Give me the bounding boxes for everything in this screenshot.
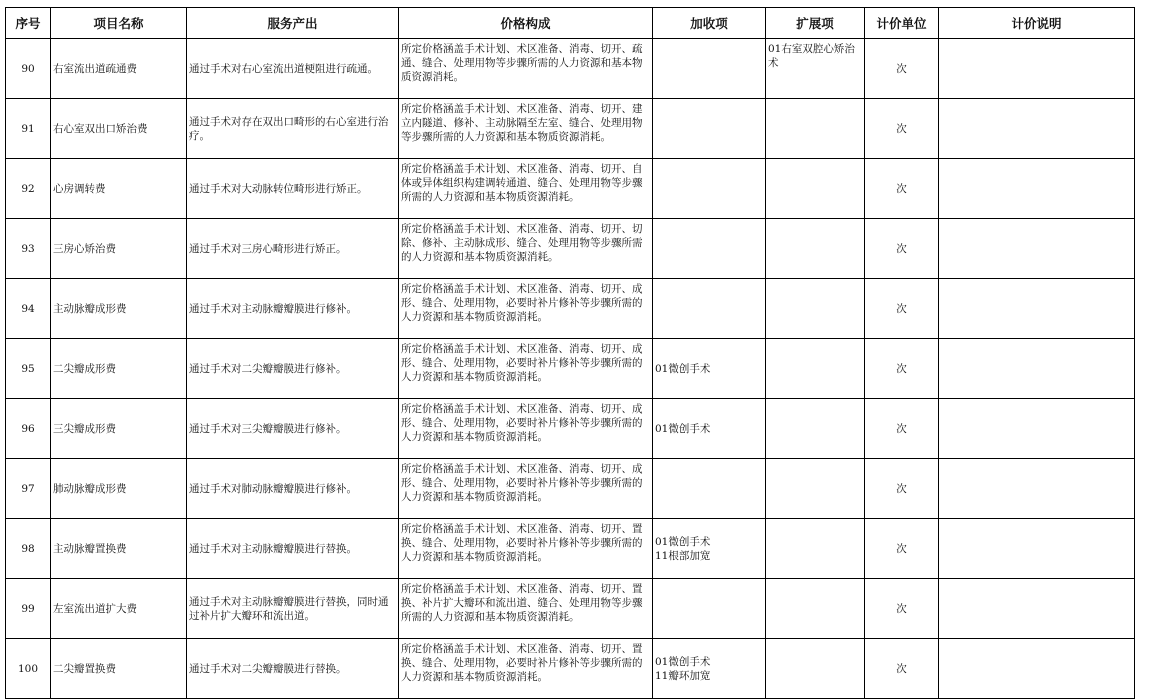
header-service-output: 服务产出 [187,8,399,39]
row-extension [766,279,865,339]
header-item-name: 项目名称 [51,8,187,39]
row-unit: 次 [865,579,939,639]
row-price-composition: 所定价格涵盖手术计划、术区准备、消毒、切开、建立内隧道、修补、主动脉隔至左室、缝合、处理用物等步骤所需的人力资源和基本物质资源消耗。 [399,99,653,159]
row-note [939,39,1135,99]
row-service-output: 通过手术对主动脉瓣瓣膜进行修补。 [187,279,399,339]
row-extension [766,639,865,699]
row-price-composition: 所定价格涵盖手术计划、术区准备、消毒、切开、置换、缝合、处理用物，必要时补片修补等步骤所需的人力资源和基本物质资源消耗。 [399,639,653,699]
row-extension [766,99,865,159]
row-surcharge: 01微创手术 [653,399,766,459]
row-seq: 92 [6,159,51,219]
row-note [939,339,1135,399]
row-extension: 01右室双腔心矫治术 [766,39,865,99]
row-service-output: 通过手术对主动脉瓣瓣膜进行替换，同时通过补片扩大瓣环和流出道。 [187,579,399,639]
row-note [939,519,1135,579]
row-extension [766,579,865,639]
header-note: 计价说明 [939,8,1135,39]
row-price-composition: 所定价格涵盖手术计划、术区准备、消毒、切开、成形、缝合、处理用物，必要时补片修补等步骤所需的人力资源和基本物质资源消耗。 [399,279,653,339]
row-item-name: 右室流出道疏通费 [51,39,187,99]
row-surcharge [653,459,766,519]
row-service-output: 通过手术对主动脉瓣瓣膜进行替换。 [187,519,399,579]
row-extension [766,339,865,399]
row-item-name: 心房调转费 [51,159,187,219]
row-extension [766,159,865,219]
row-seq: 99 [6,579,51,639]
row-item-name: 三房心矫治费 [51,219,187,279]
row-unit: 次 [865,519,939,579]
row-service-output: 通过手术对肺动脉瓣瓣膜进行修补。 [187,459,399,519]
row-price-composition: 所定价格涵盖手术计划、术区准备、消毒、切开、切除、修补、主动脉成形、缝合、处理用物等步骤所需的人力资源和基本物质资源消耗。 [399,219,653,279]
row-note [939,159,1135,219]
pricing-table [5,7,1135,699]
row-seq: 98 [6,519,51,579]
row-note [939,639,1135,699]
row-note [939,219,1135,279]
row-item-name: 主动脉瓣置换费 [51,519,187,579]
table-row [6,279,1135,339]
row-price-composition: 所定价格涵盖手术计划、术区准备、消毒、切开、置换、补片扩大瓣环和流出道、缝合、处理用物等步骤所需的人力资源和基本物质资源消耗。 [399,579,653,639]
row-unit: 次 [865,399,939,459]
header-surcharge: 加收项 [653,8,766,39]
header-unit: 计价单位 [865,8,939,39]
row-service-output: 通过手术对三尖瓣瓣膜进行修补。 [187,399,399,459]
row-item-name: 右心室双出口矫治费 [51,99,187,159]
table-row [6,39,1135,99]
row-surcharge [653,579,766,639]
row-note [939,99,1135,159]
row-price-composition: 所定价格涵盖手术计划、术区准备、消毒、切开、置换、缝合、处理用物，必要时补片修补等步骤所需的人力资源和基本物质资源消耗。 [399,519,653,579]
row-seq: 100 [6,639,51,699]
row-service-output: 通过手术对右心室流出道梗阻进行疏通。 [187,39,399,99]
row-item-name: 主动脉瓣成形费 [51,279,187,339]
table-row [6,639,1135,699]
row-seq: 97 [6,459,51,519]
row-seq: 95 [6,339,51,399]
table-row [6,519,1135,579]
row-extension [766,519,865,579]
row-note [939,579,1135,639]
row-note [939,459,1135,519]
table-row [6,459,1135,519]
row-price-composition: 所定价格涵盖手术计划、术区准备、消毒、切开、成形、缝合、处理用物，必要时补片修补等步骤所需的人力资源和基本物质资源消耗。 [399,459,653,519]
table-row [6,579,1135,639]
table-row [6,159,1135,219]
row-service-output: 通过手术对存在双出口畸形的右心室进行治疗。 [187,99,399,159]
row-surcharge: 01微创手术 [653,339,766,399]
row-seq: 94 [6,279,51,339]
row-unit: 次 [865,459,939,519]
row-surcharge [653,39,766,99]
row-item-name: 肺动脉瓣成形费 [51,459,187,519]
table-row [6,219,1135,279]
row-item-name: 左室流出道扩大费 [51,579,187,639]
row-surcharge [653,159,766,219]
row-note [939,279,1135,339]
row-seq: 96 [6,399,51,459]
row-unit: 次 [865,339,939,399]
table-row [6,399,1135,459]
row-seq: 90 [6,39,51,99]
row-surcharge [653,99,766,159]
row-surcharge: 01微创手术 11根部加宽 [653,519,766,579]
row-extension [766,219,865,279]
row-surcharge [653,219,766,279]
header-price-composition: 价格构成 [399,8,653,39]
row-price-composition: 所定价格涵盖手术计划、术区准备、消毒、切开、成形、缝合、处理用物，必要时补片修补等步骤所需的人力资源和基本物质资源消耗。 [399,399,653,459]
table-row [6,339,1135,399]
row-service-output: 通过手术对二尖瓣瓣膜进行替换。 [187,639,399,699]
row-surcharge [653,279,766,339]
header-row [6,8,1135,39]
row-seq: 93 [6,219,51,279]
row-unit: 次 [865,639,939,699]
row-price-composition: 所定价格涵盖手术计划、术区准备、消毒、切开、成形、缝合、处理用物，必要时补片修补等步骤所需的人力资源和基本物质资源消耗。 [399,339,653,399]
row-extension [766,459,865,519]
table-row [6,99,1135,159]
row-price-composition: 所定价格涵盖手术计划、术区准备、消毒、切开、疏通、缝合、处理用物等步骤所需的人力资源和基本物质资源消耗。 [399,39,653,99]
row-service-output: 通过手术对三房心畸形进行矫正。 [187,219,399,279]
row-unit: 次 [865,279,939,339]
row-surcharge: 01微创手术 11瓣环加宽 [653,639,766,699]
row-service-output: 通过手术对二尖瓣瓣膜进行修补。 [187,339,399,399]
row-unit: 次 [865,159,939,219]
row-item-name: 三尖瓣成形费 [51,399,187,459]
row-item-name: 二尖瓣置换费 [51,639,187,699]
row-item-name: 二尖瓣成形费 [51,339,187,399]
row-unit: 次 [865,39,939,99]
row-price-composition: 所定价格涵盖手术计划、术区准备、消毒、切开、自体或异体组织构建调转通道、缝合、处理用物等步骤所需的人力资源和基本物质资源消耗。 [399,159,653,219]
row-unit: 次 [865,219,939,279]
header-seq: 序号 [6,8,51,39]
row-note [939,399,1135,459]
header-extension: 扩展项 [766,8,865,39]
row-service-output: 通过手术对大动脉转位畸形进行矫正。 [187,159,399,219]
row-unit: 次 [865,99,939,159]
row-seq: 91 [6,99,51,159]
row-extension [766,399,865,459]
